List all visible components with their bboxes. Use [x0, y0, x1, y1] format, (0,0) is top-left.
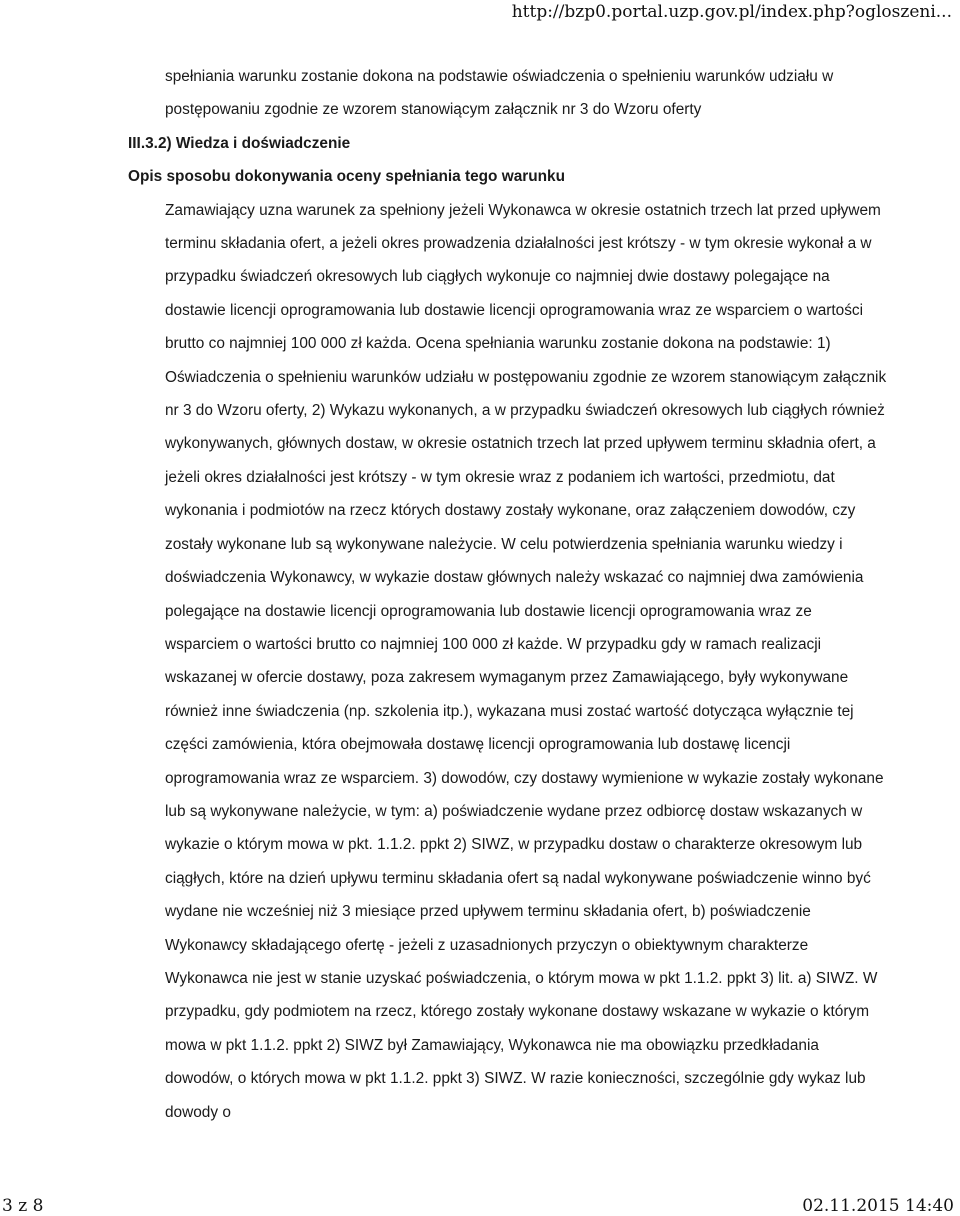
- opis-heading: Opis sposobu dokonywania oceny spełniania tego warunku: [128, 168, 566, 186]
- document-content: [128, 60, 888, 1129]
- print-timestamp: 02.11.2015 14:40: [802, 1196, 954, 1216]
- page-indicator: 3 z 8: [2, 1196, 44, 1216]
- opis-paragraph: Zamawiający uzna warunek za spełniony jeżeli Wykonawca w okresie ostatnich trzech lat przed upływem terminu składania ofert, a jeżeli okres prowadzenia działalności jest krótszy - w tym okresie wykonał a w przypadku świadczeń okresowych lub ciągłych wykonuje co najmniej dwie dostawy polegające na dostawie licencji oprogramowania lub dostawie licencji oprogramowania wraz ze wsparciem o wartości brutto co najmniej 100 000 zł każda. Ocena spełniania warunku zostanie dokona na podstawie: 1) Oświadczenia o spełnieniu warunków udziału w postępowaniu zgodnie ze wzorem stanowiącym załącznik nr 3 do Wzoru oferty, 2) Wykazu wykonanych, a w przypadku świadczeń okresowych lub ciągłych również wykonywanych, głównych dostaw, w okresie ostatnich trzech lat przed upływem terminu składnia ofert, a jeżeli okres działalności jest krótszy - w tym okresie wraz z podaniem ich wartości, przedmiotu, dat wykonania i podmiotów na rzecz których dostawy zostały wykonane, oraz załączeniem dowodów, czy zostały wykonane lub są wykonywane należycie. W celu potwierdzenia spełniania warunku wiedzy i doświadczenia Wykonawcy, w wykazie dostaw głównych należy wskazać co najmniej dwa zamówienia polegające na dostawie licencji oprogramowania lub dostawie licencji oprogramowania wraz ze wsparciem o wartości brutto co najmniej 100 000 zł każde. W przypadku gdy w ramach realizacji wskazanej w ofercie dostawy, poza zakresem wymaganym przez Zamawiającego, były wykonywane również inne świadczenia (np. szkolenia itp.), wykazana musi zostać wartość dotycząca wyłącznie tej części zamówienia, która obejmowała dostawę licencji oprogramowania lub dostawę licencji oprogramowania wraz ze wsparciem. 3) dowodów, czy dostawy wymienione w wykazie zostały wykonane lub są wykonywane należycie, w tym: a) poświadczenie wydane przez odbiorcę dostaw wskazanych w wykazie o którym mowa w pkt. 1.1.2. ppkt 2) SIWZ, w przypadku dostaw o charakterze okresowym lub ciągłych, które na dzień upływu terminu składania ofert są nadal wykonywane poświadczenie winno być wydane nie wcześniej niż 3 miesiące przed upływem terminu składania ofert, b) poświadczenie Wykonawcy składającego ofertę - jeżeli z uzasadnionych przyczyn o obiektywnym charakterze Wykonawca nie jest w stanie uzyskać poświadczenia, o którym mowa w pkt 1.1.2. ppkt 3) lit. a) SIWZ. W przypadku, gdy podmiotem na rzecz, którego zostały wykonane dostawy wskazane w wykazie o którym mowa w pkt 1.1.2. ppkt 2) SIWZ był Zamawiający, Wykonawca nie ma obowiązku przedkładania dowodów, o których mowa w pkt 1.1.2. ppkt 3) SIWZ. W razie konieczności, szczególnie gdy wykaz lub dowody o: [165, 201, 887, 1121]
- section-title: III.3.2) Wiedza i doświadczenie: [128, 134, 351, 152]
- print-header-url: http://bzp0.portal.uzp.gov.pl/index.php?ogloszeni...: [511, 2, 952, 22]
- continuation-paragraph: spełniania warunku zostanie dokona na podstawie oświadczenia o spełnieniu warunków udziału w postępowaniu zgodnie ze wzorem stanowiącym załącznik nr 3 do Wzoru oferty: [165, 68, 834, 119]
